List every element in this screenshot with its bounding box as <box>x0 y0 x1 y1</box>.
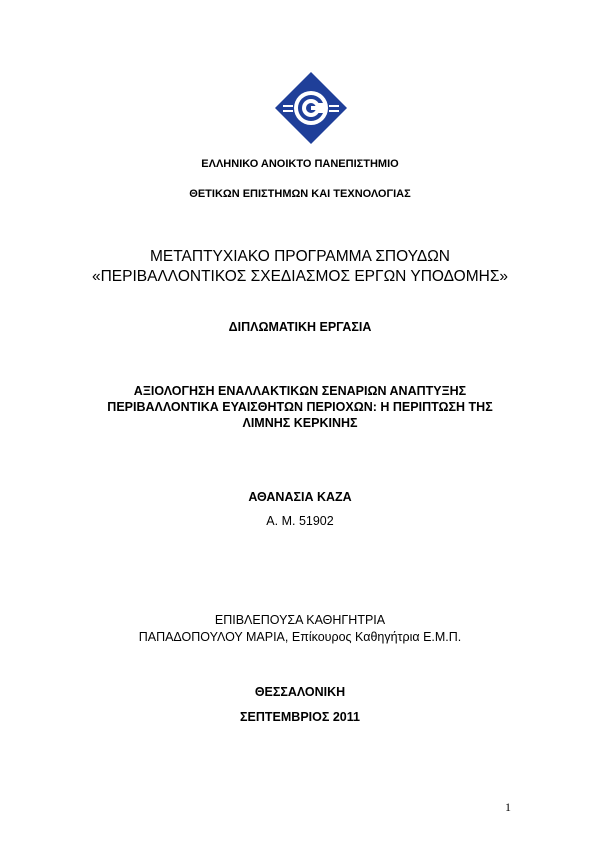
city: ΘΕΣΣΑΛΟΝΙΚΗ <box>254 685 346 699</box>
student-id: Α. Μ. 51902 <box>266 514 334 528</box>
school-name: ΘΕΤΙΚΩΝ ΕΠΙΣΤΗΜΩΝ ΚΑΙ ΤΕΧΝΟΛΟΓΙΑΣ <box>189 188 411 200</box>
program-line-2: «ΠΕΡΙΒΑΛΛΟΝΤΙΚΟΣ ΣΧΕΔΙΑΣΜΟΣ ΕΡΓΩΝ ΥΠΟΔΟΜΗΣ» <box>91 268 509 285</box>
thesis-title-line-1: ΑΞΙΟΛΟΓΗΣΗ ΕΝΑΛΛΑΚΤΙΚΩΝ ΣΕΝΑΡΙΩΝ ΑΝΑΠΤΥΞΗΣ <box>133 384 467 398</box>
supervisor-title: Επίκουρος Καθηγήτρια Ε.Μ.Π. <box>291 630 462 644</box>
university-name: ΕΛΛΗΝΙΚΟ ΑΝΟΙΚΤΟ ΠΑΝΕΠΙΣΤΗΜΙΟ <box>201 158 399 170</box>
thesis-title-line-2: ΠΕΡΙΒΑΛΛΟΝΤΙΚΑ ΕΥΑΙΣΘΗΤΩΝ ΠΕΡΙΟΧΩΝ: Η ΠΕΡΙΠΤΩΣΗ ΤΗΣ <box>107 400 493 414</box>
program-line-1: ΜΕΤΑΠΤΥΧΙΑΚΟ ΠΡΟΓΡΑΜΜΑ ΣΠΟΥΔΩΝ <box>149 248 451 265</box>
university-logo <box>275 72 347 144</box>
author-name: ΑΘΑΝΑΣΙΑ ΚΑΖΑ <box>248 490 352 504</box>
thesis-title-line-3: ΛΙΜΝΗΣ ΚΕΡΚΙΝΗΣ <box>242 416 358 430</box>
supervisor-line <box>0 630 600 644</box>
page-number: 1 <box>505 800 511 814</box>
supervisor-name: ΠΑΠΑΔΟΠΟΥΛΟΥ ΜΑΡΙΑ, <box>138 630 289 644</box>
date: ΣΕΠΤΕΜΒΡΙΟΣ 2011 <box>240 710 360 724</box>
document-type: ΔΙΠΛΩΜΑΤΙΚΗ ΕΡΓΑΣΙΑ <box>228 320 372 334</box>
supervisor-heading: ΕΠΙΒΛΕΠΟΥΣΑ ΚΑΘΗΓΗΤΡΙΑ <box>214 613 386 627</box>
